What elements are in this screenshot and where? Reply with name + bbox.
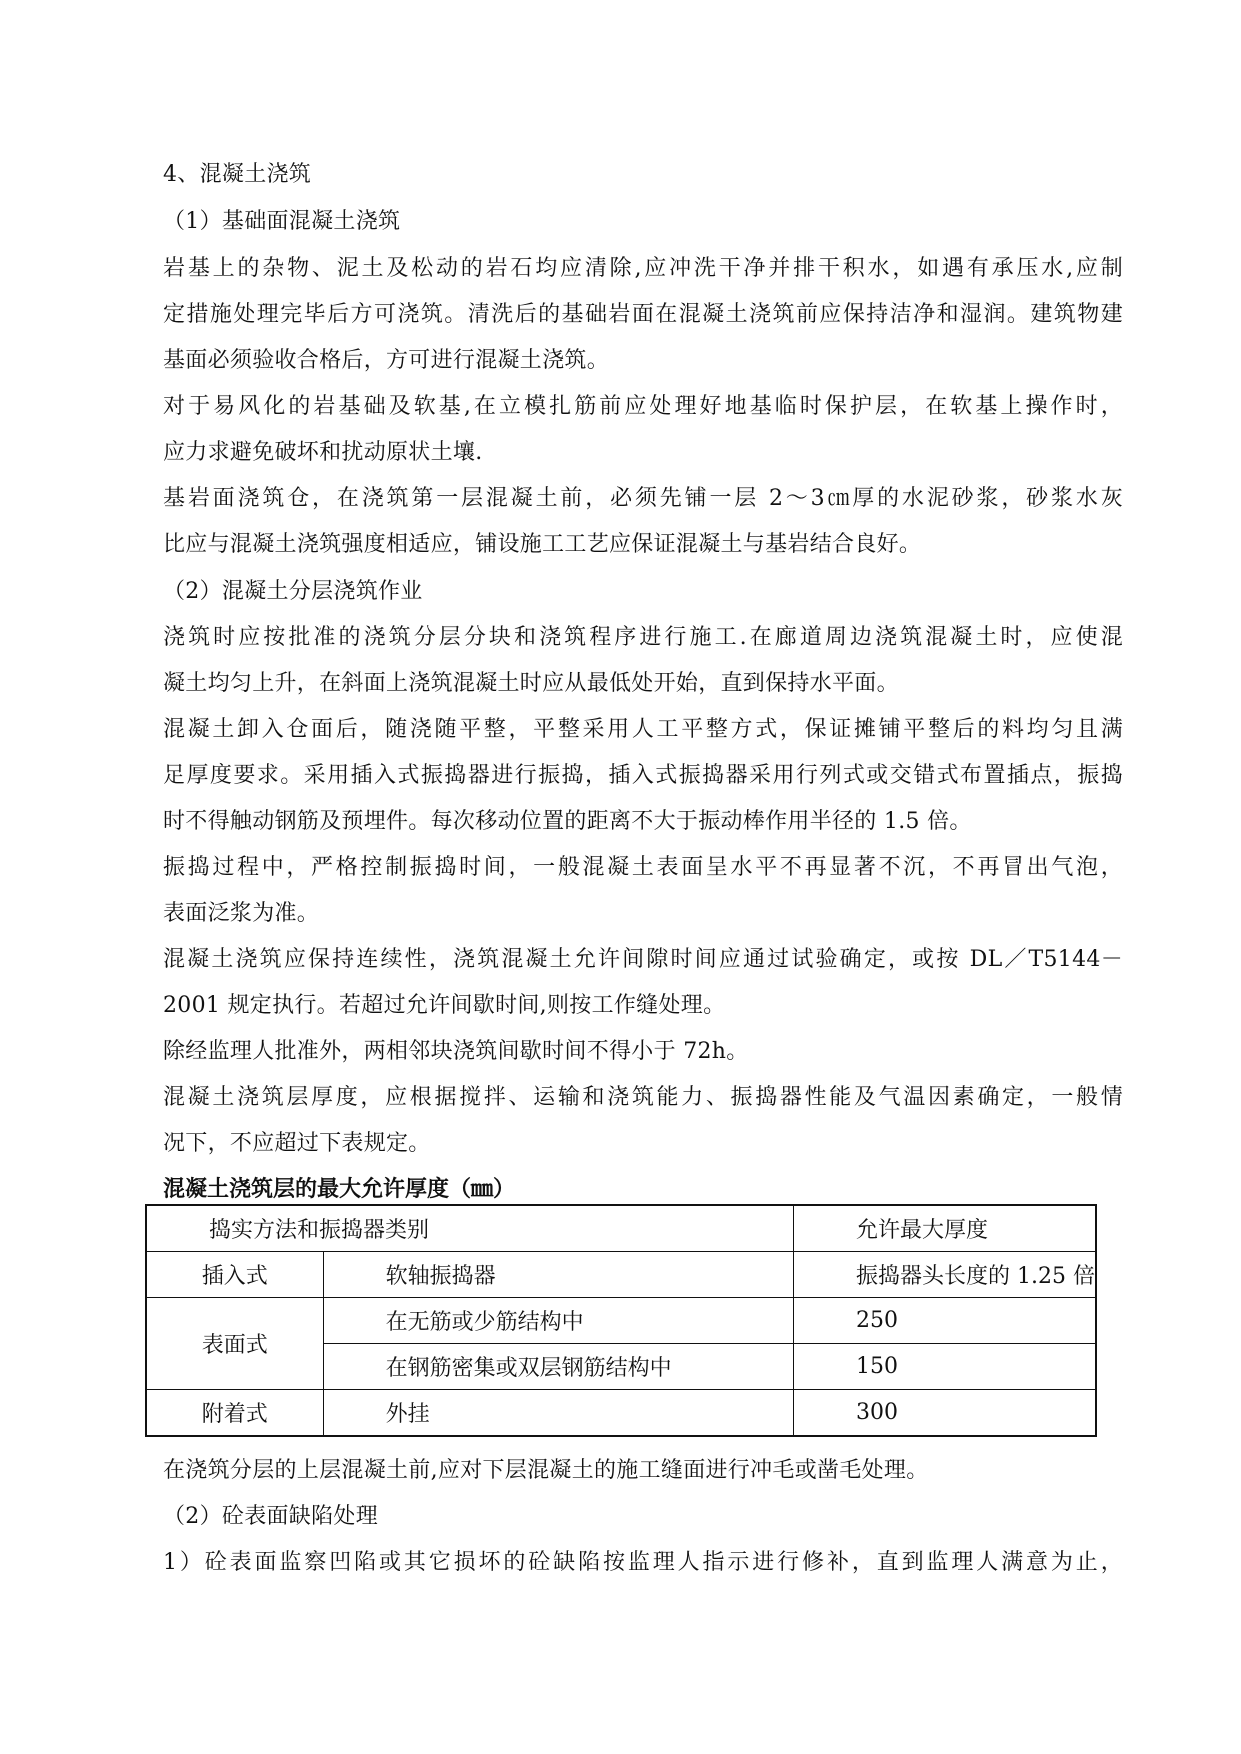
table-row — [146, 1252, 1096, 1298]
subsection-heading: （1）基础面混凝土浇筑 — [163, 209, 401, 234]
table-row — [146, 1298, 1096, 1344]
value-cell: 振捣器头长度的 1.25 倍 — [794, 1252, 1096, 1298]
paragraph-line: 在浇筑分层的上层混凝土前,应对下层混凝土的施工缝面进行冲毛或凿毛处理。 — [163, 1458, 929, 1483]
table-header-row — [146, 1205, 1096, 1252]
subsection-heading: （2）混凝土分层浇筑作业 — [163, 579, 423, 604]
paragraph-line: 岩基上的杂物、泥土及松动的岩石均应清除,应冲洗干净并排干积水，如遇有承压水,应制 — [163, 256, 1123, 281]
paragraph-line: 混凝土浇筑应保持连续性，浇筑混凝土允许间隙时间应通过试验确定，或按 DL／T5144－ — [163, 947, 1123, 972]
header-max-cell: 允许最大厚度 — [794, 1205, 1096, 1252]
paragraph-line: 2001 规定执行。若超过允许间歇时间,则按工作缝处理。 — [163, 993, 726, 1018]
paragraph-line: 定措施处理完毕后方可浇筑。清洗后的基础岩面在混凝土浇筑前应保持洁净和湿润。建筑物建 — [163, 302, 1123, 327]
device-cell: 在钢筋密集或双层钢筋结构中 — [323, 1344, 793, 1390]
type-cell: 插入式 — [146, 1252, 323, 1298]
type-cell: 附着式 — [146, 1390, 323, 1437]
table-title: 混凝土浇筑层的最大允许厚度（㎜） — [163, 1176, 516, 1202]
device-cell: 软轴振捣器 — [323, 1252, 793, 1298]
subsection-heading: （2）砼表面缺陷处理 — [163, 1504, 378, 1529]
paragraph-line: 凝土均匀上升，在斜面上浇筑混凝土时应从最低处开始，直到保持水平面。 — [163, 671, 899, 696]
value-cell: 300 — [794, 1390, 1096, 1437]
paragraph-line: 时不得触动钢筋及预埋件。每次移动位置的距离不大于振动棒作用半径的 1.5 倍。 — [163, 809, 972, 834]
paragraph-line: 表面泛浆为准。 — [163, 901, 320, 926]
device-cell: 外挂 — [323, 1390, 793, 1437]
value-cell: 250 — [794, 1298, 1096, 1344]
paragraph-line: 混凝土浇筑层厚度，应根据搅拌、运输和浇筑能力、振捣器性能及气温因素确定，一般情 — [163, 1085, 1123, 1110]
header-method-cell: 捣实方法和振捣器类别 — [146, 1205, 794, 1252]
device-cell: 在无筋或少筋结构中 — [323, 1298, 793, 1344]
thickness-table — [145, 1204, 1097, 1437]
paragraph-line: 1）砼表面监察凹陷或其它损坏的砼缺陷按监理人指示进行修补，直到监理人满意为止， — [163, 1550, 1123, 1575]
paragraph-line: 况下，不应超过下表规定。 — [163, 1131, 431, 1156]
paragraph-line: 浇筑时应按批准的浇筑分层分块和浇筑程序进行施工.在廊道周边浇筑混凝土时，应使混 — [163, 625, 1123, 650]
table-row — [146, 1390, 1096, 1437]
paragraph-line: 振捣过程中，严格控制振捣时间，一般混凝土表面呈水平不再显著不沉，不再冒出气泡， — [163, 855, 1123, 880]
section-heading: 4、混凝土浇筑 — [163, 162, 312, 187]
paragraph-line: 混凝土卸入仓面后，随浇随平整，平整采用人工平整方式，保证摊铺平整后的料均匀且满 — [163, 717, 1123, 742]
type-cell: 表面式 — [146, 1298, 323, 1390]
paragraph-line: 比应与混凝土浇筑强度相适应，铺设施工工艺应保证混凝土与基岩结合良好。 — [163, 532, 922, 557]
paragraph-line: 对于易风化的岩基础及软基,在立模扎筋前应处理好地基临时保护层，在软基上操作时， — [163, 394, 1123, 419]
paragraph-line: 应力求避免破坏和扰动原状土壤. — [163, 440, 483, 465]
paragraph-line: 足厚度要求。采用插入式振捣器进行振捣，插入式振捣器采用行列式或交错式布置插点，振捣 — [163, 763, 1123, 788]
value-cell: 150 — [794, 1344, 1096, 1390]
paragraph-line: 基岩面浇筑仓，在浇筑第一层混凝土前，必须先铺一层 2～3㎝厚的水泥砂浆，砂浆水灰 — [163, 486, 1123, 511]
paragraph-line: 除经监理人批准外，两相邻块浇筑间歇时间不得小于 72h。 — [163, 1039, 749, 1064]
paragraph-line: 基面必须验收合格后，方可进行混凝土浇筑。 — [163, 348, 610, 373]
